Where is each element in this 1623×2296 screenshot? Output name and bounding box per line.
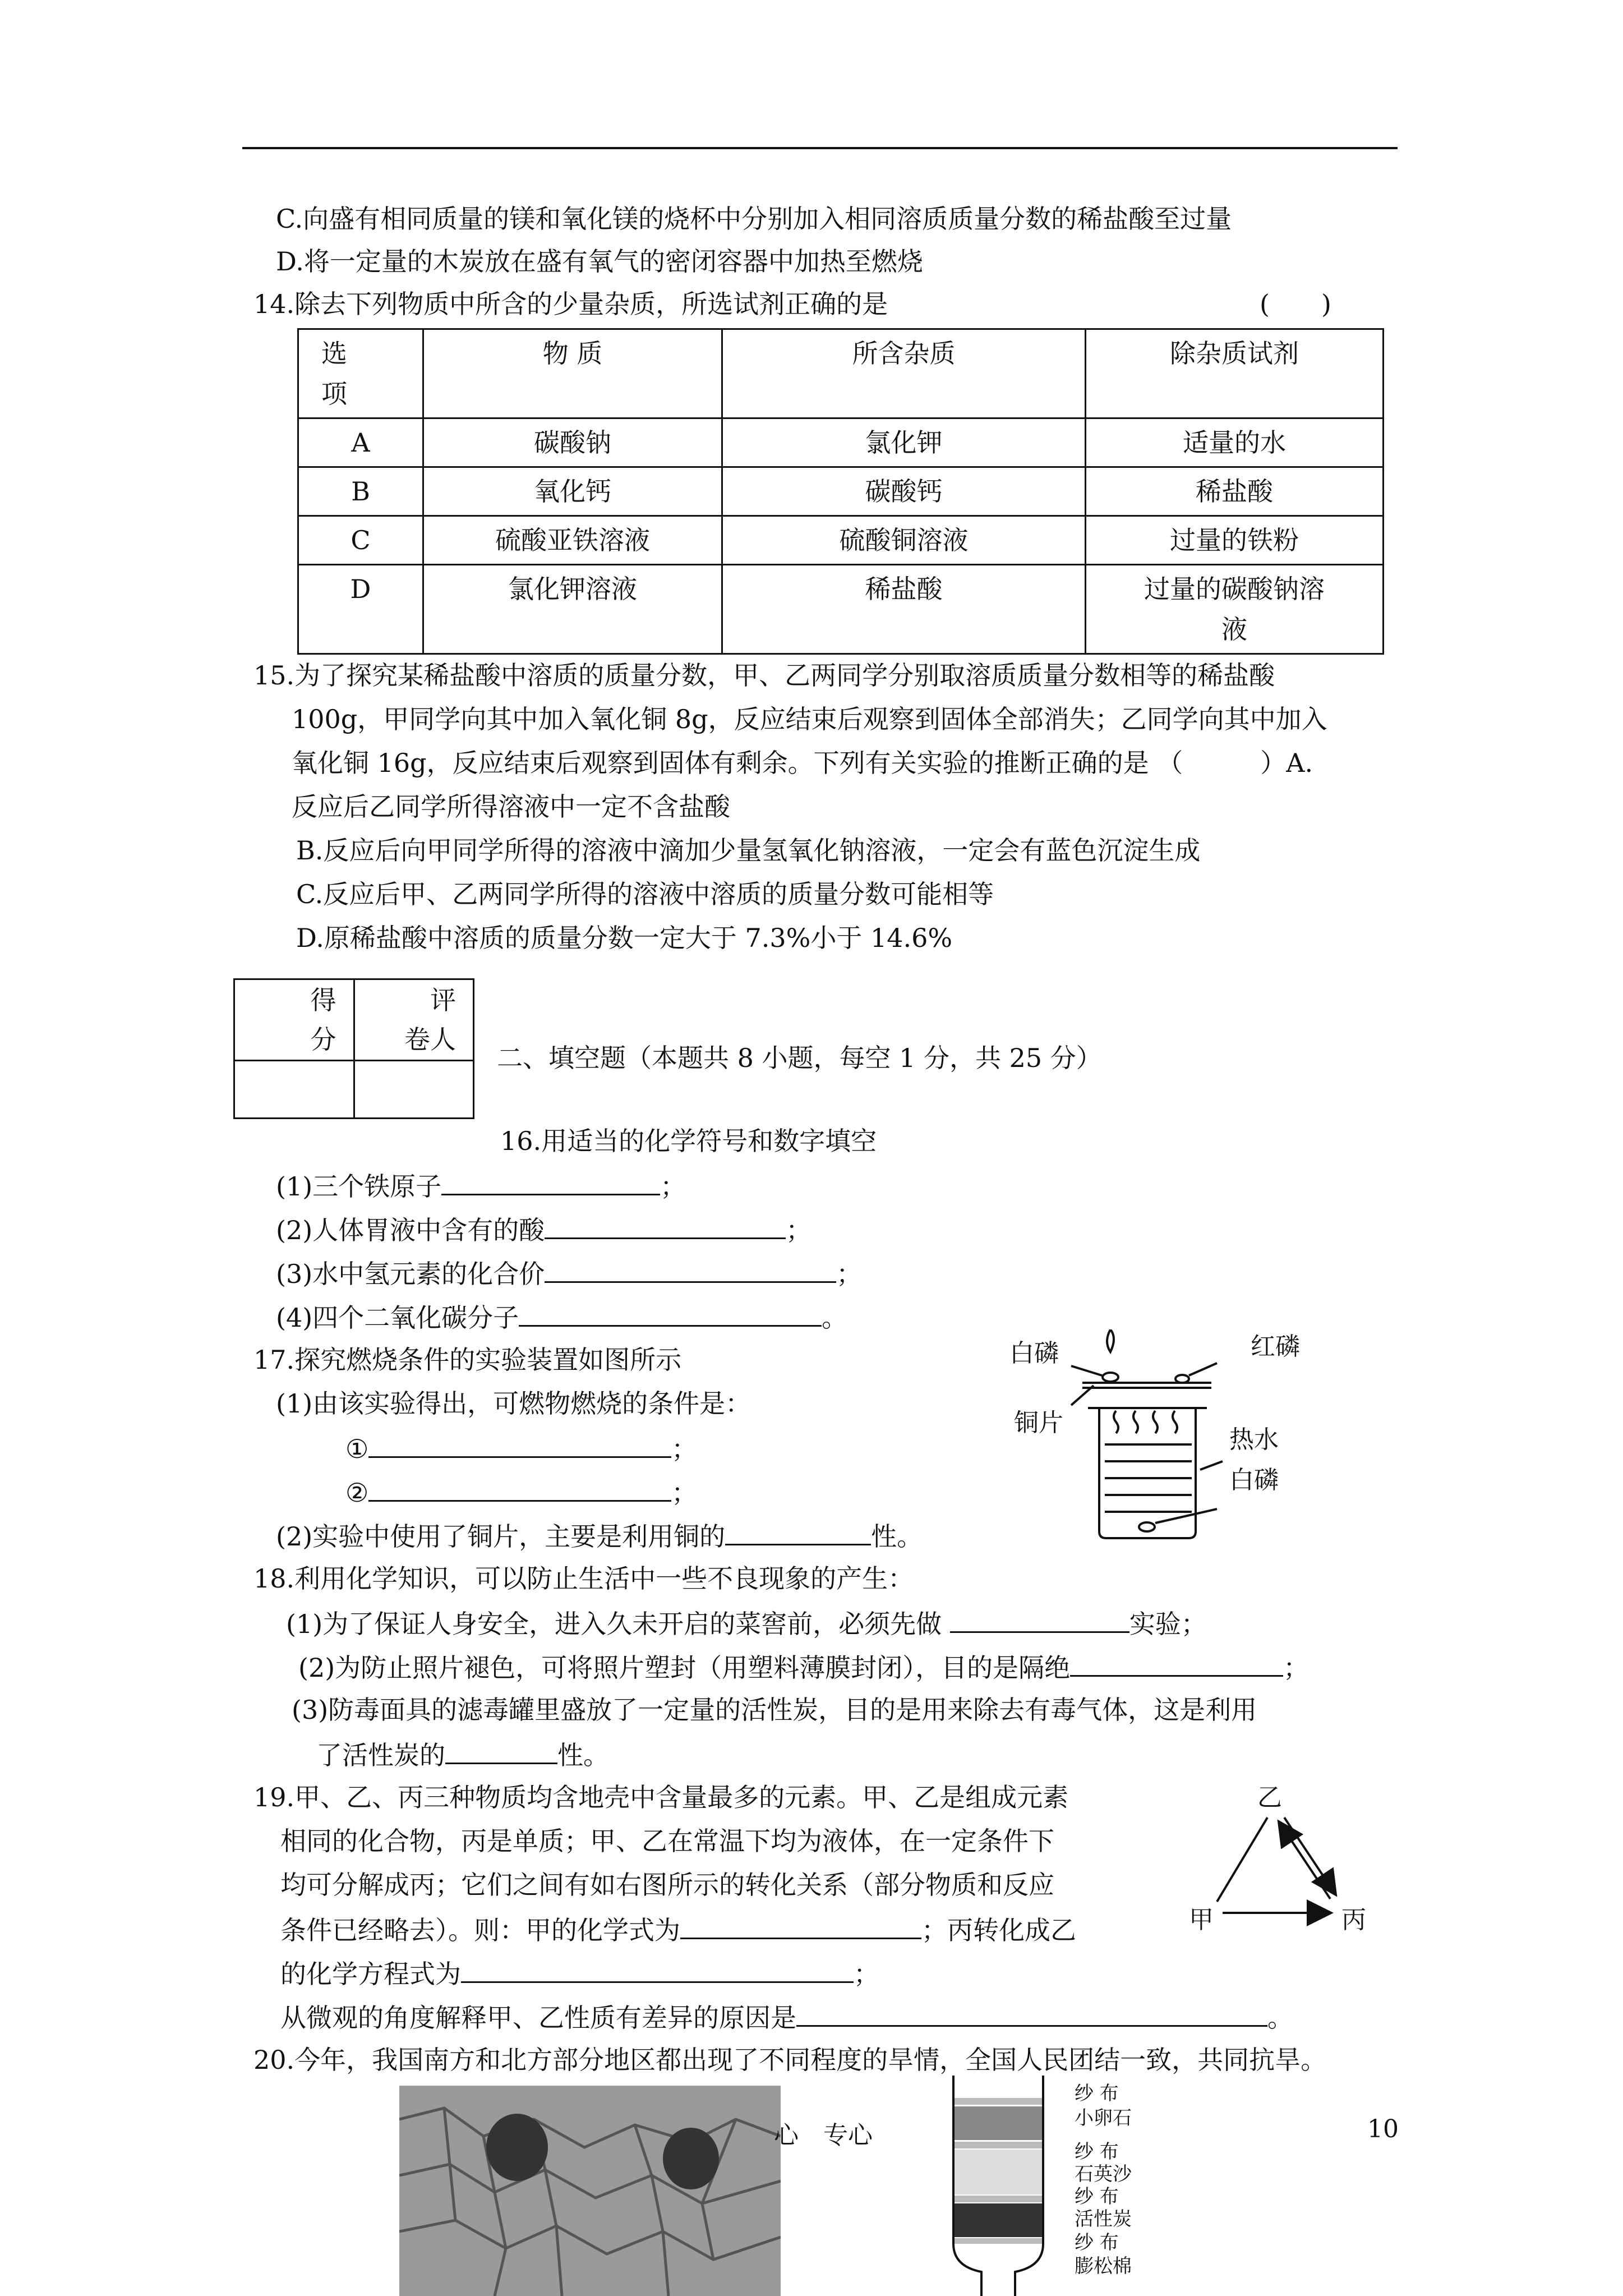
- label-hot-water: 热水: [1229, 1425, 1279, 1454]
- q16-end-4: 。: [822, 1303, 848, 1333]
- q19-line-6-end: 。: [1267, 2003, 1293, 2033]
- section-2-title: 二、填空题（本题共 8 小题，每空 1 分，共 25 分）: [497, 1043, 1102, 1073]
- row-c-impurity: 硫酸铜溶液: [722, 516, 1086, 565]
- q15-option-b: B.反应后向甲同学所得的溶液中滴加少量氢氧化钠溶液，一定会有蓝色沉淀生成: [296, 835, 1201, 866]
- filter-label-7: 纱 布: [1075, 2231, 1119, 2254]
- q18-blank-3[interactable]: [445, 1737, 557, 1764]
- filter-label-2: 小卵石: [1075, 2107, 1132, 2129]
- q19-line-5-text: 的化学方程式为: [280, 1959, 461, 1989]
- water-filter-figure: [948, 2076, 1071, 2296]
- q17-circle-2: ②: [345, 1478, 369, 1508]
- q13-option-c: C.向盛有相同质量的镁和氧化镁的烧杯中分别加入相同溶质质量分数的稀盐酸至过量: [276, 204, 1232, 234]
- drought-photo: [399, 2086, 781, 2296]
- q18-blank-1[interactable]: [950, 1605, 1129, 1633]
- q16-blank-1[interactable]: [441, 1168, 660, 1195]
- q16-item-4: [276, 1299, 847, 1335]
- q14-answer-paren: ( ): [1260, 289, 1331, 319]
- page-number: 10: [1367, 2115, 1399, 2143]
- q19-line-4: [280, 1912, 1076, 1947]
- q15-option-c: C.反应后甲、乙两同学所得的溶液中溶质的质量分数可能相等: [296, 879, 994, 909]
- filter-label-8: 膨松棉: [1075, 2255, 1132, 2277]
- q17-sub-1: (1)由该实验得出，可燃物燃烧的条件是：: [276, 1388, 751, 1419]
- score-box: [233, 978, 474, 1119]
- q13-option-d: D.将一定量的木炭放在盛有氧气的密闭容器中加热至燃烧: [276, 246, 923, 277]
- row-a-reagent: 适量的水: [1086, 418, 1384, 467]
- arrow-bing-to-yi: [1280, 1823, 1330, 1899]
- q19-line-2: 相同的化合物，丙是单质；甲、乙在常温下均为液体，在一定条件下: [280, 1826, 1054, 1856]
- q16-item-4-text: (4)四个二氧化碳分子: [276, 1303, 519, 1333]
- q16-blank-2[interactable]: [545, 1212, 786, 1239]
- q17-sub-2: [276, 1518, 923, 1553]
- q19-line-3: 均可分解成丙；它们之间有如右图所示的转化关系（部分物质和反应: [280, 1870, 1054, 1900]
- q16-stem: 16.用适当的化学符号和数字填空: [500, 1126, 877, 1156]
- row-d-substance: 氯化钾溶液: [423, 565, 722, 654]
- q17-blank-3[interactable]: [725, 1518, 871, 1545]
- reviewer-field[interactable]: [354, 1061, 474, 1119]
- node-jia: 甲: [1189, 1906, 1214, 1934]
- q19-line-5-end: ；: [854, 1959, 879, 1989]
- q17-condition-2: [345, 1474, 697, 1510]
- q15-line-4: 反应后乙同学所得溶液中一定不含盐酸: [292, 792, 730, 822]
- row-c-reagent: 过量的铁粉: [1086, 516, 1384, 565]
- q15-line-1: 15.为了探究某稀盐酸中溶质的质量分数，甲、乙两同学分别取溶质质量分数相等的稀盐酸: [253, 660, 1275, 691]
- q18-sub-2-text: (2)为防止照片褪色，可将照片塑封（用塑料薄膜封闭），目的是隔绝: [298, 1653, 1071, 1683]
- filter-label-5: 纱 布: [1075, 2185, 1119, 2208]
- beaker: [1099, 1408, 1196, 1538]
- q18-sub-1: [286, 1605, 1207, 1641]
- filter-label-4: 石英沙: [1075, 2163, 1132, 2185]
- q18-sub-3-text: 了活性炭的: [316, 1740, 445, 1770]
- header-substance: 物 质: [423, 329, 722, 418]
- row-d-reagent: 过量的碳酸钠溶 液: [1086, 565, 1384, 654]
- header-reagent: 除杂质试剂: [1086, 329, 1384, 418]
- q19-line-5: [280, 1955, 879, 1991]
- q18-stem: 18.利用化学知识，可以防止生活中一些不良现象的产生：: [253, 1563, 914, 1594]
- q19-line-4-end: ；丙转化成乙: [921, 1915, 1076, 1945]
- q16-item-3-text: (3)水中氢元素的化合价: [276, 1259, 545, 1289]
- header-impurity: 所含杂质: [722, 329, 1086, 418]
- row-d-impurity: 稀盐酸: [722, 565, 1086, 654]
- q15-line-3: 氧化铜 16g，反应结束后观察到固体有剩余。下列有关实验的推断正确的是 （ ）A.: [292, 748, 1313, 778]
- flame-icon: [1107, 1329, 1114, 1352]
- q16-blank-3[interactable]: [545, 1255, 836, 1283]
- q14-stem: 14.除去下列物质中所含的少量杂质，所选试剂正确的是: [253, 289, 888, 319]
- row-b-substance: 氧化钙: [423, 467, 722, 516]
- q17-stem: 17.探究燃烧条件的实验装置如图所示: [253, 1345, 682, 1375]
- q18-sub-2: [298, 1649, 1309, 1685]
- arrow-yi-to-bing: [1284, 1818, 1335, 1893]
- row-d-option: D: [298, 565, 423, 654]
- q16-end-1: ；: [660, 1171, 686, 1202]
- label-copper: 铜片: [1014, 1409, 1063, 1437]
- q19-blank-1[interactable]: [680, 1912, 921, 1939]
- q15-option-d: D.原稀盐酸中溶质的质量分数一定大于 7.3%小于 14.6%: [296, 923, 953, 953]
- table-row: [298, 516, 1384, 565]
- label-red-p: 红磷: [1251, 1332, 1300, 1361]
- q18-sub-1-text: (1)为了保证人身安全，进入久未开启的菜窖前，必须先做: [286, 1609, 942, 1639]
- impurity-table: [297, 328, 1384, 655]
- row-b-option: B: [298, 467, 423, 516]
- row-a-option: A: [298, 418, 423, 467]
- q19-line-1: 19.甲、乙、丙三种物质均含地壳中含量最多的元素。甲、乙是组成元素: [253, 1782, 1069, 1812]
- filter-label-3: 纱 布: [1075, 2141, 1119, 2163]
- q17-end-2: ；: [671, 1478, 698, 1508]
- q18-blank-2[interactable]: [1070, 1649, 1283, 1677]
- q18-sub-3-end: 性。: [557, 1740, 609, 1770]
- node-bing: 丙: [1341, 1906, 1366, 1934]
- row-a-impurity: 氯化钾: [722, 418, 1086, 467]
- row-c-option: C: [298, 516, 423, 565]
- reviewer-label: 评 卷人: [354, 979, 474, 1061]
- q18-sub-3-cont: [316, 1737, 609, 1772]
- person-left: [486, 2114, 548, 2181]
- q17-circle-1: ①: [345, 1434, 369, 1464]
- table-row: [298, 467, 1384, 516]
- q17-end-1: ；: [671, 1434, 698, 1464]
- q17-sub-2-end: 性。: [871, 1521, 923, 1552]
- person-right: [663, 2128, 719, 2189]
- q16-blank-4[interactable]: [519, 1299, 822, 1327]
- row-c-substance: 硫酸亚铁溶液: [423, 516, 722, 565]
- red-phosphorus: [1175, 1375, 1189, 1383]
- q17-blank-2[interactable]: [368, 1474, 671, 1502]
- table-row: [298, 418, 1384, 467]
- q19-blank-2[interactable]: [461, 1955, 854, 1983]
- node-yi: 乙: [1257, 1783, 1282, 1812]
- footer-slogan: 心 专心: [774, 2121, 873, 2150]
- q16-item-2-text: (2)人体胃液中含有的酸: [276, 1215, 545, 1245]
- q15-line-2: 100g，甲同学向其中加入氧化铜 8g，反应结束后观察到固体全部消失；乙同学向其中加入: [292, 704, 1327, 734]
- q16-item-2: [276, 1212, 811, 1247]
- table-header-row: [298, 329, 1384, 418]
- arrow-jia-to-yi: [1217, 1818, 1267, 1902]
- score-field[interactable]: [234, 1061, 354, 1119]
- row-b-reagent: 稀盐酸: [1086, 467, 1384, 516]
- header-rule: [242, 147, 1398, 149]
- pebble-layer: [955, 2106, 1042, 2140]
- q16-end-2: ；: [786, 1215, 812, 1245]
- filter-label-6: 活性炭: [1075, 2208, 1132, 2230]
- label-white-p-bottom: 白磷: [1229, 1466, 1279, 1494]
- q18-sub-3: (3)防毒面具的滤毒罐里盛放了一定量的活性炭，目的是用来除去有毒气体，这是利用: [292, 1695, 1257, 1725]
- q19-blank-3[interactable]: [796, 1999, 1267, 2027]
- row-b-impurity: 碳酸钙: [722, 467, 1086, 516]
- q20-stem: 20.今年，我国南方和北方部分地区都出现了不同程度的旱情，全国人民团结一致，共同抗旱。: [253, 2045, 1327, 2075]
- label-white-p-top: 白磷: [1009, 1339, 1059, 1368]
- q17-condition-1: [345, 1430, 697, 1466]
- carbon-layer: [955, 2203, 1042, 2237]
- q16-item-1-text: (1)三个铁原子: [276, 1171, 442, 1202]
- q16-item-3: [276, 1255, 862, 1291]
- q16-end-3: ；: [836, 1259, 863, 1289]
- score-label: 得 分: [234, 979, 354, 1061]
- filter-label-1: 纱 布: [1075, 2082, 1119, 2105]
- header-option: 选 项: [298, 329, 423, 418]
- white-phosphorus-bottom: [1139, 1522, 1155, 1531]
- q17-sub-2-text: (2)实验中使用了铜片，主要是利用铜的: [276, 1521, 726, 1552]
- q19-line-6-text: 从微观的角度解释甲、乙性质有差异的原因是: [280, 2003, 796, 2033]
- q19-line-4-text: 条件已经略去）。则：甲的化学式为: [280, 1915, 680, 1945]
- white-phosphorus-top: [1103, 1373, 1118, 1382]
- sand-layer: [955, 2150, 1042, 2194]
- q16-item-1: [276, 1168, 686, 1203]
- q18-sub-2-end: ；: [1283, 1653, 1310, 1683]
- row-a-substance: 碳酸钠: [423, 418, 722, 467]
- table-row: [298, 565, 1384, 654]
- q17-blank-1[interactable]: [368, 1430, 671, 1458]
- q18-sub-1-end: 实验；: [1129, 1609, 1207, 1639]
- q19-line-6: [280, 1999, 1293, 2035]
